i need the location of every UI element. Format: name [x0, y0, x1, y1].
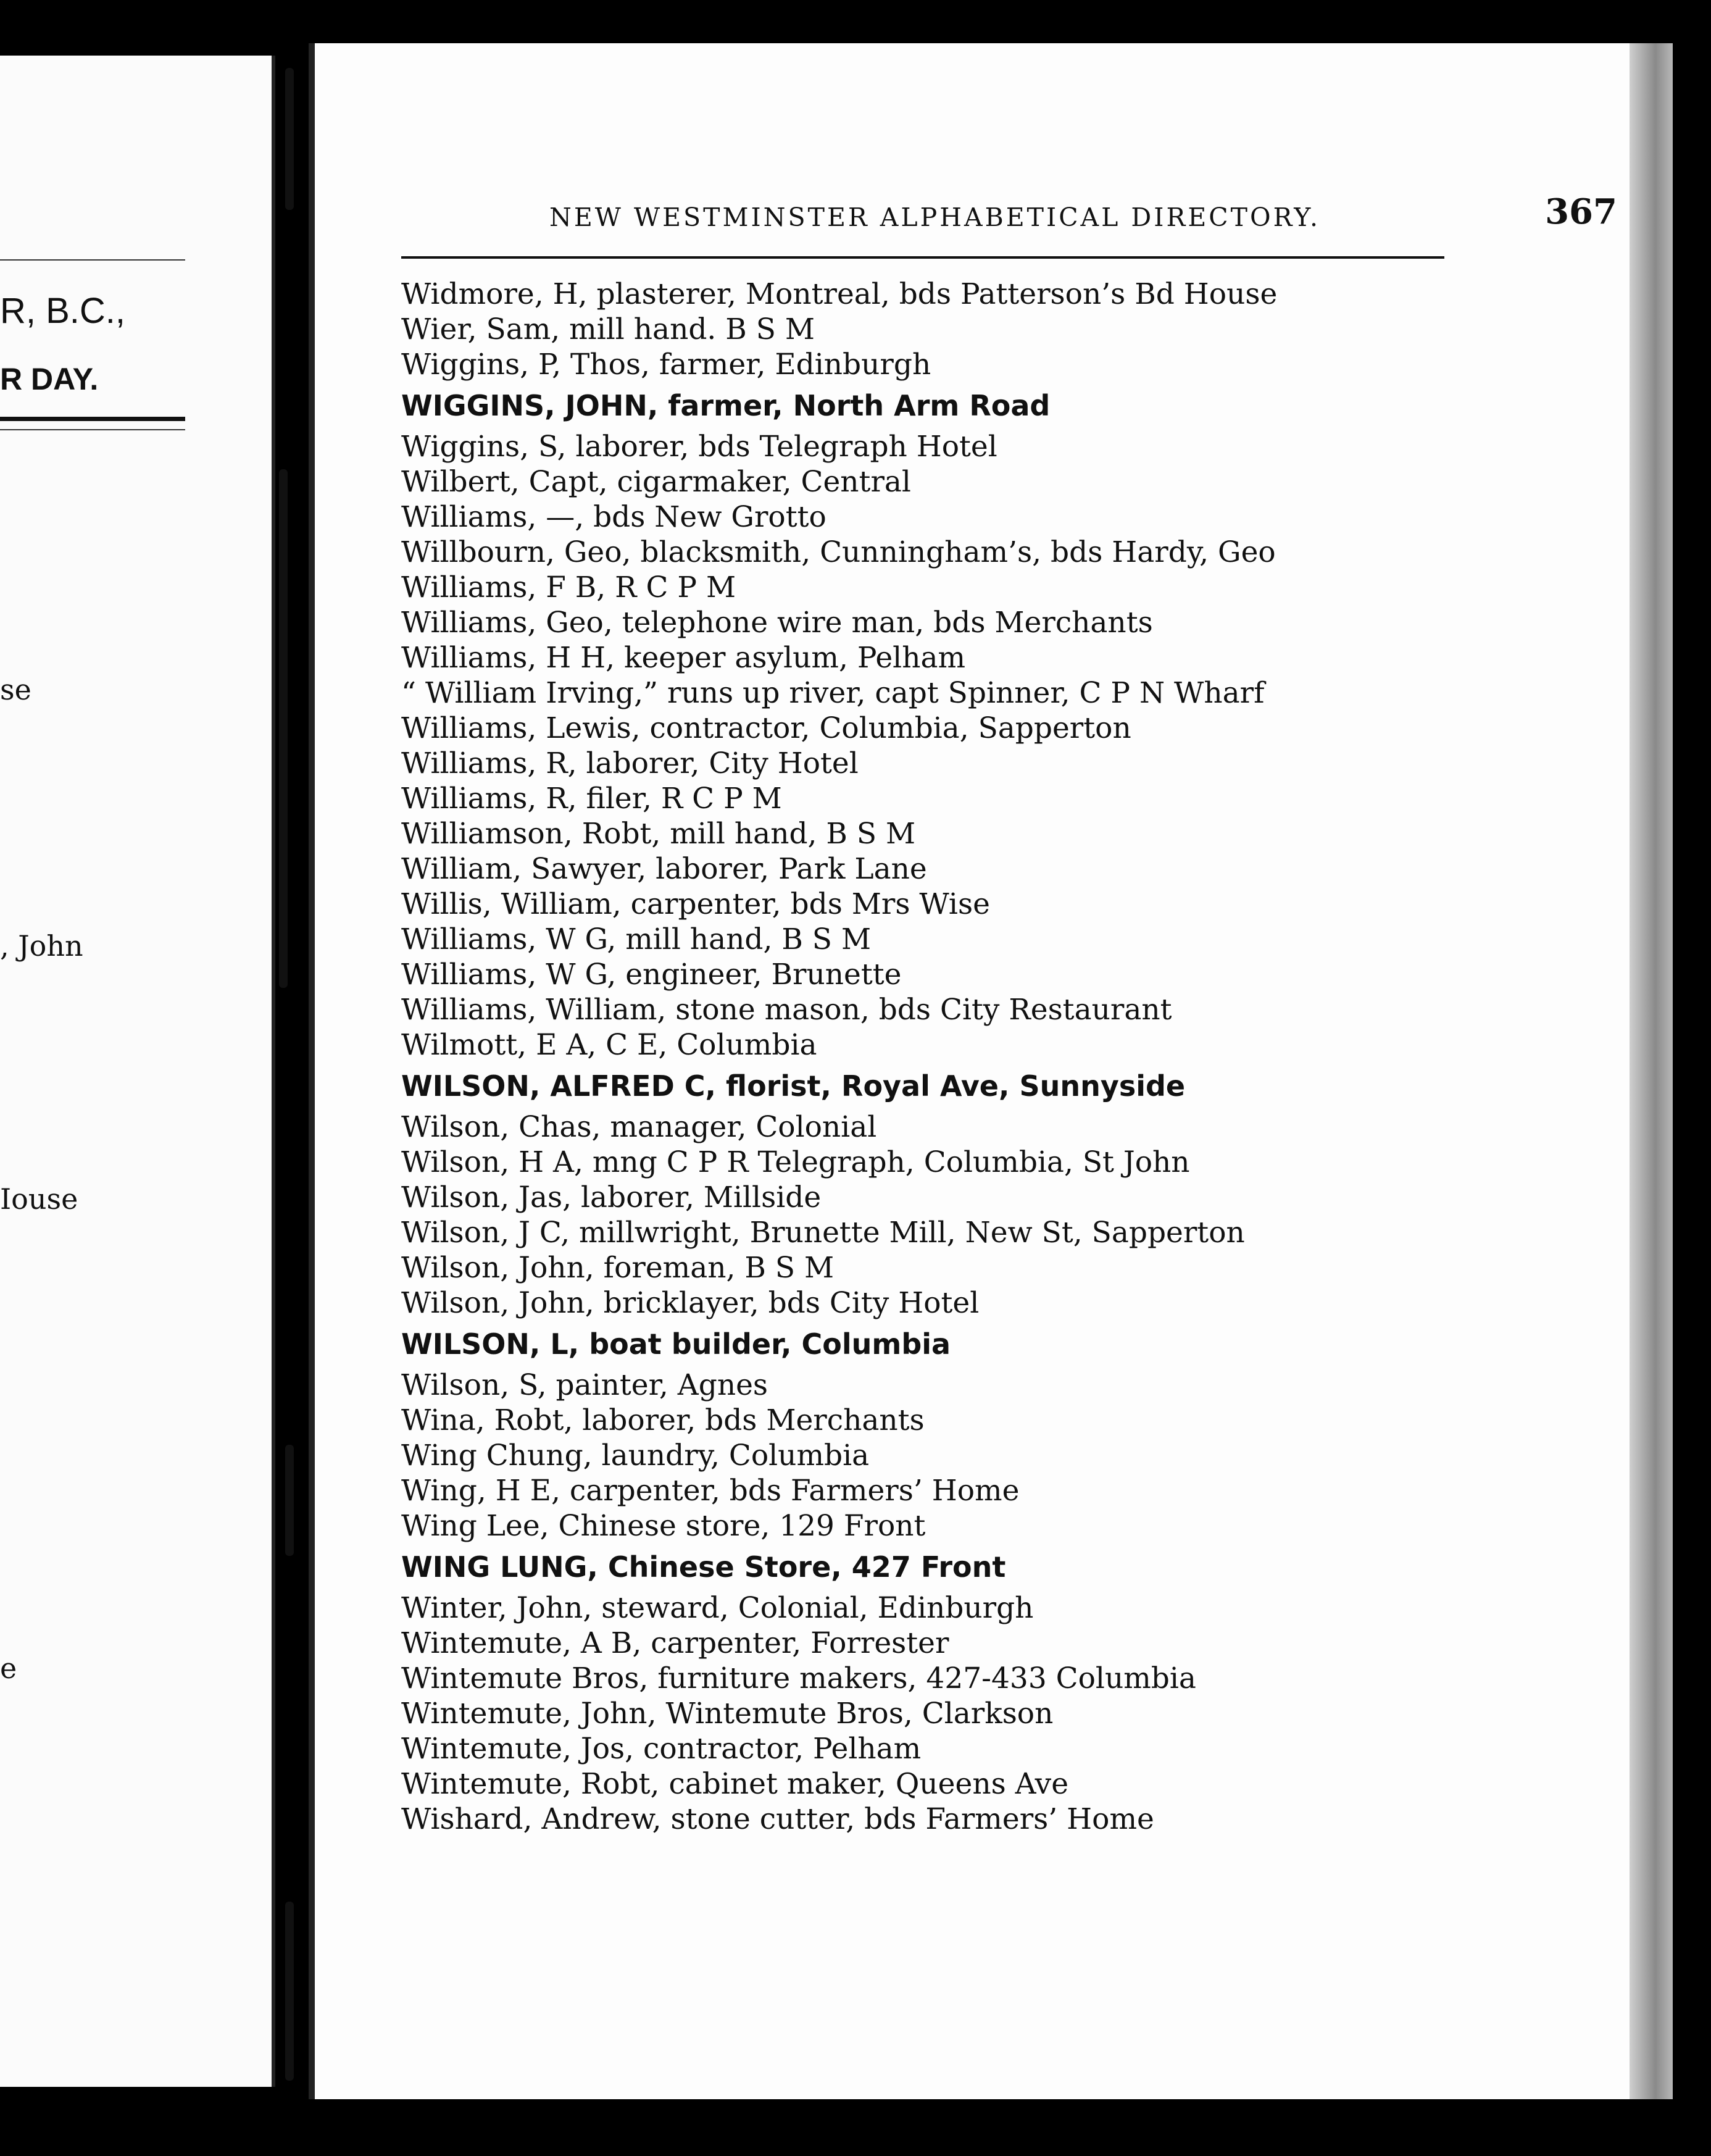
directory-entry: Willis, William, carpenter, bds Mrs Wise: [401, 887, 990, 921]
directory-entry-bold: WING LUNG, Chinese Store, 427 Front: [401, 1550, 1006, 1584]
left-fragment-line: , John: [0, 929, 83, 963]
directory-entry: Wintemute Bros, furniture makers, 427-433 Columbia: [401, 1661, 1196, 1695]
directory-entry: Williams, R, laborer, City Hotel: [401, 746, 859, 780]
directory-entry: Willbourn, Geo, blacksmith, Cunningham’s, bds Hardy, Geo: [401, 535, 1276, 569]
directory-page: [309, 43, 1673, 2099]
directory-entry: Widmore, H, plasterer, Montreal, bds Patterson’s Bd House: [401, 277, 1278, 311]
directory-entry: Wiggins, S, laborer, bds Telegraph Hotel: [401, 430, 997, 464]
directory-entry: Williams, H H, keeper asylum, Pelham: [401, 641, 966, 675]
directory-entry-bold: WIGGINS, JOHN, farmer, North Arm Road: [401, 389, 1051, 422]
directory-entry: Wilson, John, bricklayer, bds City Hotel: [401, 1286, 980, 1320]
directory-entry: Williams, —, bds New Grotto: [401, 500, 826, 534]
directory-entry: William, Sawyer, laborer, Park Lane: [401, 852, 927, 886]
directory-entry: Wilson, H A, mng C P R Telegraph, Columbia, St John: [401, 1145, 1190, 1179]
directory-entry: Williamson, Robt, mill hand, B S M: [401, 817, 916, 851]
page-edge: [1630, 43, 1673, 2099]
directory-entry: Williams, R, filer, R C P M: [401, 782, 782, 816]
binding-mark: [279, 469, 288, 988]
directory-entry: Wilson, S, painter, Agnes: [401, 1368, 768, 1402]
page-number: 367: [1545, 191, 1617, 232]
header-rule: [401, 256, 1444, 259]
directory-entry: Wilson, Jas, laborer, Millside: [401, 1180, 822, 1214]
directory-entry: Williams, F B, R C P M: [401, 570, 736, 604]
left-fragment-line: Iouse: [0, 1182, 78, 1216]
directory-entries: [401, 277, 1512, 1837]
left-fragment-line: se: [0, 673, 31, 706]
directory-entry: Wing Chung, laundry, Columbia: [401, 1439, 870, 1473]
directory-entry: Wilson, John, foreman, B S M: [401, 1251, 835, 1285]
directory-entry: Wilbert, Capt, cigarmaker, Central: [401, 465, 911, 499]
directory-entry: Williams, Lewis, contractor, Columbia, Sapperton: [401, 711, 1131, 745]
directory-entry: Wilmott, E A, C E, Columbia: [401, 1028, 817, 1062]
directory-entry: Wintemute, Robt, cabinet maker, Queens Ave: [401, 1767, 1069, 1801]
left-fragment-line: R DAY.: [0, 362, 99, 396]
binding-mark: [285, 68, 294, 210]
directory-entry: Wilson, Chas, manager, Colonial: [401, 1110, 877, 1144]
previous-page-fragment: [0, 56, 275, 2087]
directory-entry: Wina, Robt, laborer, bds Merchants: [401, 1403, 925, 1437]
directory-entry: Wintemute, Jos, contractor, Pelham: [401, 1732, 922, 1766]
binding-mark: [285, 1445, 294, 1556]
directory-entry: Wishard, Andrew, stone cutter, bds Farmers’ Home: [401, 1802, 1154, 1836]
directory-entry-bold: WILSON, L, boat builder, Columbia: [401, 1327, 951, 1361]
running-title: NEW WESTMINSTER ALPHABETICAL DIRECTORY.: [549, 203, 1321, 232]
directory-entry: Winter, John, steward, Colonial, Edinburgh: [401, 1591, 1034, 1625]
left-fragment-line: R, B.C.,: [0, 291, 126, 331]
directory-entry: Williams, W G, mill hand, B S M: [401, 922, 872, 956]
left-rule: [0, 417, 185, 421]
left-fragment-line: e: [0, 1652, 17, 1685]
directory-entry: Wing Lee, Chinese store, 129 Front: [401, 1509, 926, 1543]
directory-entry: Wilson, J C, millwright, Brunette Mill, New St, Sapperton: [401, 1216, 1245, 1250]
left-rule: [0, 259, 185, 261]
page-header: [549, 191, 1617, 247]
directory-entry: Wier, Sam, mill hand. B S M: [401, 312, 815, 346]
directory-entry: Williams, Geo, telephone wire man, bds Merchants: [401, 606, 1153, 640]
directory-entry: Williams, W G, engineer, Brunette: [401, 958, 902, 992]
directory-entry: Wiggins, P, Thos, farmer, Edinburgh: [401, 348, 931, 382]
directory-entry: Wintemute, John, Wintemute Bros, Clarkson: [401, 1697, 1054, 1731]
left-rule: [0, 429, 185, 430]
binding-mark: [285, 1902, 294, 2081]
directory-entry: Wing, H E, carpenter, bds Farmers’ Home: [401, 1474, 1020, 1508]
directory-entry: Williams, William, stone mason, bds City Restaurant: [401, 993, 1172, 1027]
directory-entry-bold: WILSON, ALFRED C, florist, Royal Ave, Sunnyside: [401, 1069, 1186, 1103]
directory-entry: Wintemute, A B, carpenter, Forrester: [401, 1626, 949, 1660]
directory-entry: “ William Irving,” runs up river, capt Spinner, C P N Wharf: [401, 676, 1265, 710]
